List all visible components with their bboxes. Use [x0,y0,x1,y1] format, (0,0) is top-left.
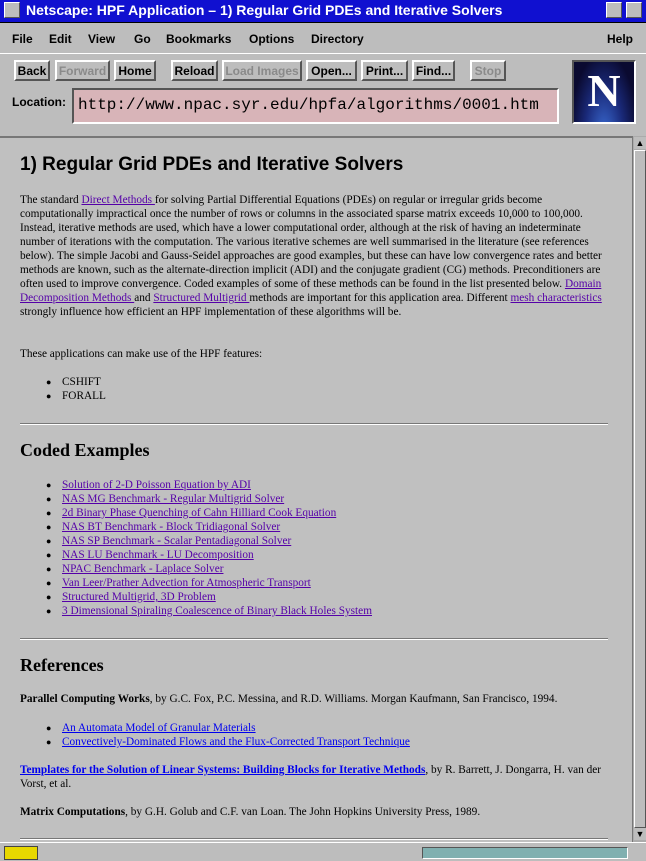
status-bar [0,842,646,861]
intro-text-4: methods are important for this application area. Different [249,292,511,304]
list-item [20,548,372,562]
list-item [20,721,410,735]
progress-bar [422,847,628,859]
mesh-characteristics-link[interactable]: mesh characteristics [510,292,602,304]
reference-2-link[interactable]: Templates for the Solution of Linear Systems: Building Blocks for Iterative Methods [20,764,426,776]
coded-examples-list [20,478,372,618]
scroll-down-icon[interactable]: ▼ [635,829,645,839]
open-button[interactable]: Open... [306,60,357,81]
home-button[interactable]: Home [114,60,156,81]
netscape-logo-letter: N [587,65,621,116]
reference-1-details: , by G.C. Fox, P.C. Messina, and R.D. Williams. Morgan Kaufmann, San Francisco, 1994. [149,693,558,705]
menu-help[interactable]: Help [607,32,634,46]
list-item [20,534,372,548]
example-link[interactable]: NAS LU Benchmark - LU Decomposition [62,549,254,561]
intro-text-3: and [134,292,154,304]
reference-1-title: Parallel Computing Works [20,693,150,705]
list-item [20,604,372,618]
list-item [20,562,372,576]
forward-button[interactable]: Forward [55,60,110,81]
features-list [20,375,106,403]
minimize-button[interactable] [606,2,622,18]
example-link[interactable]: Van Leer/Prather Advection for Atmospheric Transport [62,577,311,589]
stop-button[interactable]: Stop [470,60,506,81]
list-item [20,735,410,749]
location-label: Location: [12,95,66,109]
reference-2 [20,763,610,791]
reference-link[interactable]: Convectively-Dominated Flows and the Flux-Corrected Transport Technique [62,736,410,748]
example-link[interactable]: NAS SP Benchmark - Scalar Pentadiagonal Solver [62,535,292,547]
menu-edit[interactable]: Edit [49,32,72,46]
menu-go[interactable]: Go [134,32,151,46]
scroll-up-icon[interactable]: ▲ [635,138,645,148]
example-link[interactable]: NPAC Benchmark - Laplace Solver [62,563,224,575]
back-button[interactable]: Back [14,60,50,81]
coded-examples-heading: Coded Examples [20,440,150,460]
direct-methods-link[interactable]: Direct Methods [81,194,155,206]
intro-text-1: The standard [20,194,82,206]
example-link[interactable]: 3 Dimensional Spiraling Coalescence of Binary Black Holes System [62,605,372,617]
intro-text-5: strongly influence how efficient an HPF implementation of these algorithms will be. [20,306,402,318]
toolbar [0,54,646,86]
reference-1 [20,692,610,706]
netscape-logo[interactable] [572,60,636,124]
page-title: 1) Regular Grid PDEs and Iterative Solvers [20,154,404,175]
domain-decomposition-link[interactable]: Domain Decomposition Methods [20,278,602,304]
intro-paragraph [20,193,610,319]
divider [20,638,608,640]
divider [20,838,608,840]
example-link[interactable]: NAS BT Benchmark - Block Tridiagonal Solver [62,521,281,533]
window-menu-button[interactable] [4,2,20,18]
load-images-button[interactable]: Load Images [222,60,302,81]
list-item [20,506,372,520]
security-key-icon[interactable] [4,846,38,860]
reference-3-details: , by G.H. Golub and C.F. van Loan. The John Hopkins University Press, 1989. [125,806,481,818]
list-item: ● FORALL [20,389,106,403]
list-item [20,478,372,492]
example-link[interactable]: 2d Binary Phase Quenching of Cahn Hilliard Cook Equation [62,507,337,519]
maximize-button[interactable] [626,2,642,18]
reload-button[interactable]: Reload [171,60,218,81]
reference-1-links [20,721,410,749]
find-button[interactable]: Find... [412,60,455,81]
menu-options[interactable]: Options [249,32,295,46]
references-heading: References [20,655,104,675]
reference-3-title: Matrix Computations [20,806,126,818]
example-link[interactable]: NAS MG Benchmark - Regular Multigrid Solver [62,493,285,505]
example-link[interactable]: Solution of 2-D Poisson Equation by ADI [62,479,251,491]
structured-multigrid-link[interactable]: Structured Multigrid [153,292,250,304]
location-input[interactable]: http://www.npac.syr.edu/hpfa/algorithms/0001.htm [72,88,559,124]
print-button[interactable]: Print... [361,60,408,81]
list-item: ● CSHIFT [20,375,106,389]
list-item [20,576,372,590]
menu-view[interactable]: View [88,32,116,46]
divider [20,423,608,425]
reference-link[interactable]: An Automata Model of Granular Materials [62,722,256,734]
title-bar [0,0,646,23]
example-link[interactable]: Structured Multigrid, 3D Problem [62,591,216,603]
menu-file[interactable]: File [12,32,33,46]
reference-3 [20,805,610,819]
window-title: Netscape: HPF Application – 1) Regular Grid PDEs and Iterative Solvers [26,2,503,18]
intro-text-2: for solving Partial Differential Equations (PDEs) on regular or irregular grids become computationally impractical once the number of rows or columns in the associated sparse matrix exceeds 10,000 to 100,000. Instead, iterative methods are used, which have a lower computational order, although at the risk of having an indeterminate number of iterations with the computation. The various iterative schemes are well summarised in the literature (see references below). The simple Jacobi and Gauss-Seidel approaches are good examples, but these can have low convergence rates and better methods are known, such as the alternate-direction implicit (ADI) and the conjugate gradient (CG) methods. Preconditioners are often used to improve convergence. Coded examples of some of these methods can be found in the list presented below. [20,194,602,290]
content-area [0,136,632,844]
list-item [20,492,372,506]
menu-bar [0,23,646,54]
menu-bookmarks[interactable]: Bookmarks [166,32,232,46]
features-intro: These applications can make use of the HPF features: [20,348,263,360]
list-item [20,520,372,534]
vertical-scrollbar[interactable] [632,136,646,842]
scrollbar-thumb[interactable] [634,150,646,828]
reference-2-details: , by R. Barrett, J. Dongarra, H. van der Vorst, et al. [20,764,602,790]
menu-directory[interactable]: Directory [311,32,364,46]
list-item [20,590,372,604]
